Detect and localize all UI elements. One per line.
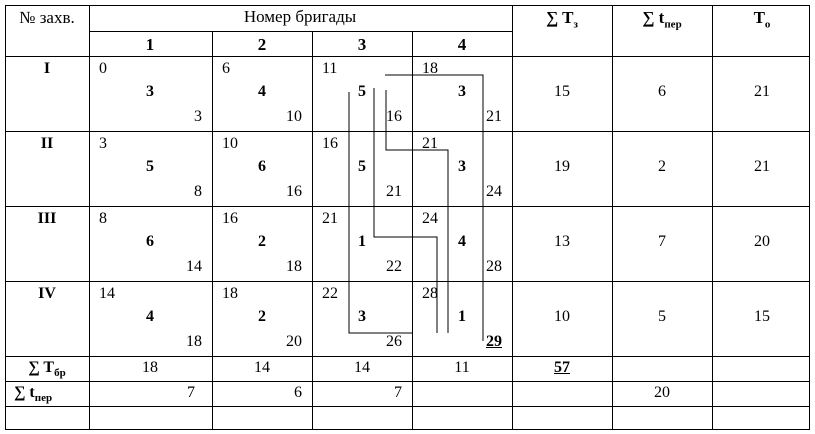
sum-tz-total: 57 [554, 359, 570, 376]
cell-end: 18 [186, 333, 202, 350]
cell-duration: 4 [258, 83, 266, 100]
cell-end-critical: 29 [486, 333, 502, 350]
sum-tz-value: 10 [554, 308, 570, 325]
sum-tbr-value: 14 [354, 359, 370, 376]
brigade-2-header: 2 [257, 35, 267, 54]
sum-tbr-value: 11 [454, 359, 470, 376]
sum-tper-value: 7 [658, 233, 666, 250]
cell-end: 21 [486, 108, 502, 125]
cell-end: 16 [386, 108, 402, 125]
cell-end: 14 [186, 258, 202, 275]
cell-duration: 4 [458, 233, 466, 250]
brigade-3-header: 3 [357, 35, 367, 54]
sum-tbr-value: 18 [142, 359, 158, 376]
cell-duration: 5 [358, 83, 366, 100]
sum-tper-row-value: 7 [187, 384, 195, 401]
cell-end: 21 [386, 183, 402, 200]
cell-duration: 5 [358, 158, 366, 175]
order-no-header: № захв. [19, 8, 75, 27]
brigade-1-header: 1 [145, 35, 155, 54]
cell-start: 0 [99, 60, 107, 77]
sum-tper-total: 20 [654, 384, 670, 401]
cell-end: 3 [194, 108, 202, 125]
sum-tz-value: 13 [554, 233, 570, 250]
cell-end: 26 [386, 333, 402, 350]
cell-start: 8 [99, 210, 107, 227]
cell-end: 22 [386, 258, 402, 275]
cell-duration: 2 [258, 308, 266, 325]
cell-duration: 1 [358, 233, 366, 250]
to-value: 21 [754, 83, 770, 100]
sum-tper-value: 5 [658, 308, 666, 325]
cell-duration: 5 [146, 158, 154, 175]
sum-tz-header: ∑ $T_з$ [546, 8, 578, 31]
sum-tper-value: 2 [658, 158, 666, 175]
row-label: IV [38, 285, 56, 302]
critical-path-lines [349, 75, 483, 341]
cell-start: 3 [99, 135, 107, 152]
cell-start: 21 [422, 135, 438, 152]
sum-tper-value: 6 [658, 83, 666, 100]
brigade-4-header: 4 [457, 35, 467, 54]
cell-end: 20 [286, 333, 302, 350]
cell-start: 10 [222, 135, 238, 152]
cell-start: 16 [322, 135, 338, 152]
sum-tz-value: 19 [554, 158, 570, 175]
cell-end: 24 [486, 183, 502, 200]
cell-duration: 1 [458, 308, 466, 325]
sum-tz-value: 15 [554, 83, 570, 100]
row-label: III [37, 210, 57, 227]
cell-start: 16 [222, 210, 238, 227]
cell-start: 22 [322, 285, 338, 302]
sum-tbr-value: 14 [254, 359, 270, 376]
cell-duration: 3 [458, 158, 466, 175]
sum-tper-row-label: ∑ $t_{пер}$ [14, 384, 53, 405]
to-value: 21 [754, 158, 770, 175]
cell-end: 10 [286, 108, 302, 125]
cell-duration: 2 [258, 233, 266, 250]
cell-start: 21 [322, 210, 338, 227]
sum-tper-row-value: 6 [294, 384, 302, 401]
to-header: $T_о$ [753, 8, 771, 31]
cell-start: 18 [222, 285, 238, 302]
cell-end: 28 [486, 258, 502, 275]
cell-start: 28 [422, 285, 438, 302]
cell-duration: 3 [358, 308, 366, 325]
row-label: I [43, 60, 51, 77]
cell-duration: 6 [258, 158, 266, 175]
sum-tbr-label: ∑ $T_{бр}$ [28, 359, 66, 380]
cell-duration: 6 [146, 233, 154, 250]
cell-start: 6 [222, 60, 230, 77]
sum-tper-header: ∑ $t_{пер}$ [642, 8, 682, 31]
cell-duration: 3 [146, 83, 154, 100]
cell-start: 11 [322, 60, 338, 77]
row-label: II [40, 135, 54, 152]
cell-end: 16 [286, 183, 302, 200]
cell-duration: 3 [458, 83, 466, 100]
sum-tper-row-value: 7 [394, 384, 402, 401]
cell-end: 8 [194, 183, 202, 200]
cell-start: 14 [99, 285, 115, 302]
to-value: 15 [754, 308, 770, 325]
cell-end: 18 [286, 258, 302, 275]
cell-duration: 4 [146, 308, 154, 325]
brigade-number-header: Номер бригады [243, 7, 357, 26]
cell-start: 24 [422, 210, 438, 227]
to-value: 20 [754, 233, 770, 250]
cell-start: 18 [422, 60, 438, 77]
